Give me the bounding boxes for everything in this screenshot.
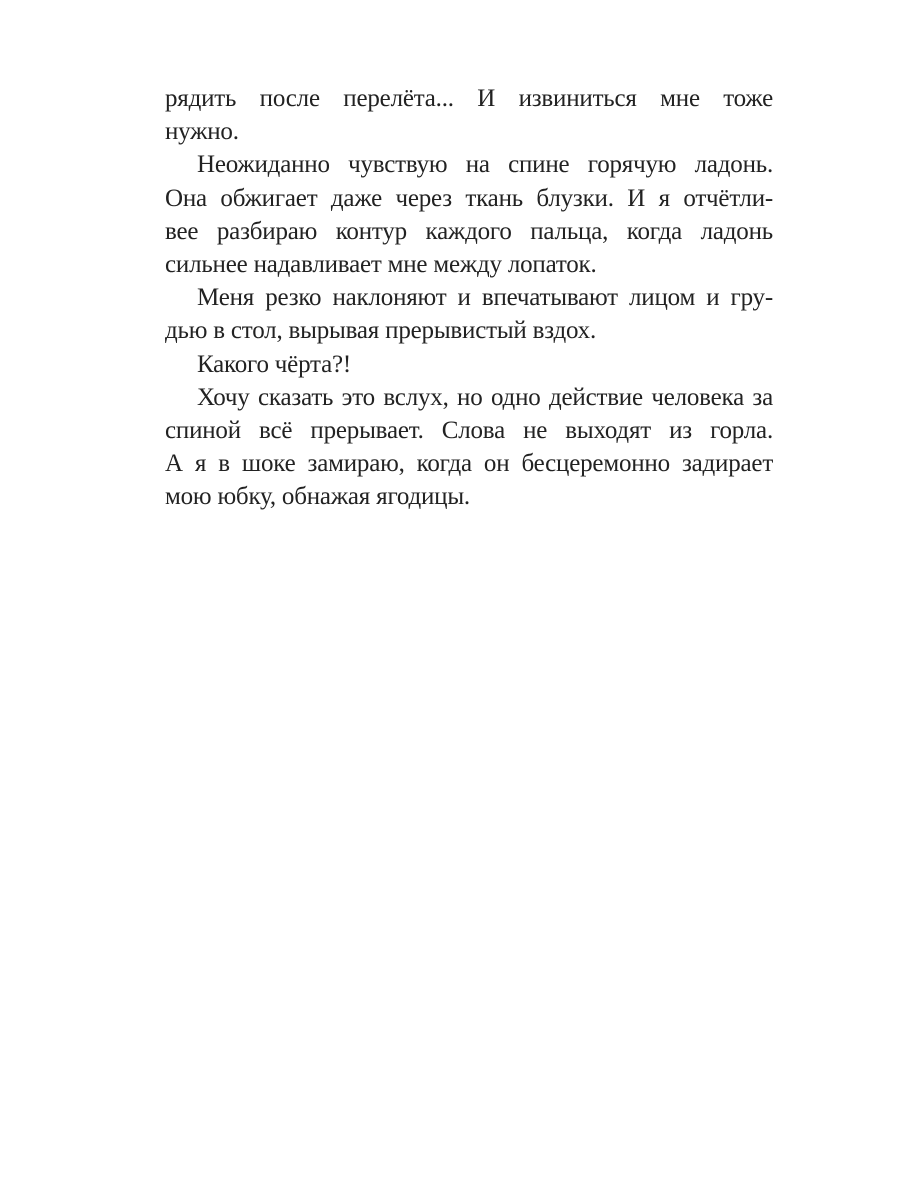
text-line: А я в шоке замираю, когда он бесцеремонно задирает (165, 450, 774, 478)
paragraph-start-line: Какого чёрта?! (197, 350, 351, 378)
text-line: Она обжигает даже через ткань блузки. И я отчётли- (165, 184, 773, 212)
paragraph-start-line: Неожиданно чувствую на спине горячую ладонь. (197, 151, 773, 179)
text-line: нужно. (165, 118, 239, 146)
text-line: мою юбку, обнажая ягодицы. (165, 483, 470, 511)
text-line: спиной всё прерывает. Слова не выходят из горла. (165, 417, 773, 445)
text-line: сильнее надавливает мне между лопаток. (165, 251, 597, 279)
text-line: дью в стол, вырывая прерывистый вздох. (165, 317, 597, 345)
book-page-body (165, 82, 773, 514)
text-line: вее разбираю контур каждого пальца, когда ладонь (165, 217, 773, 245)
paragraph-start-line: Меня резко наклоняют и впечатывают лицом и гру- (197, 284, 773, 312)
text-line: рядить после перелёта... И извиниться мне тоже (165, 85, 773, 112)
paragraph-start-line: Хочу сказать это вслух, но одно действие человека за (197, 383, 773, 411)
